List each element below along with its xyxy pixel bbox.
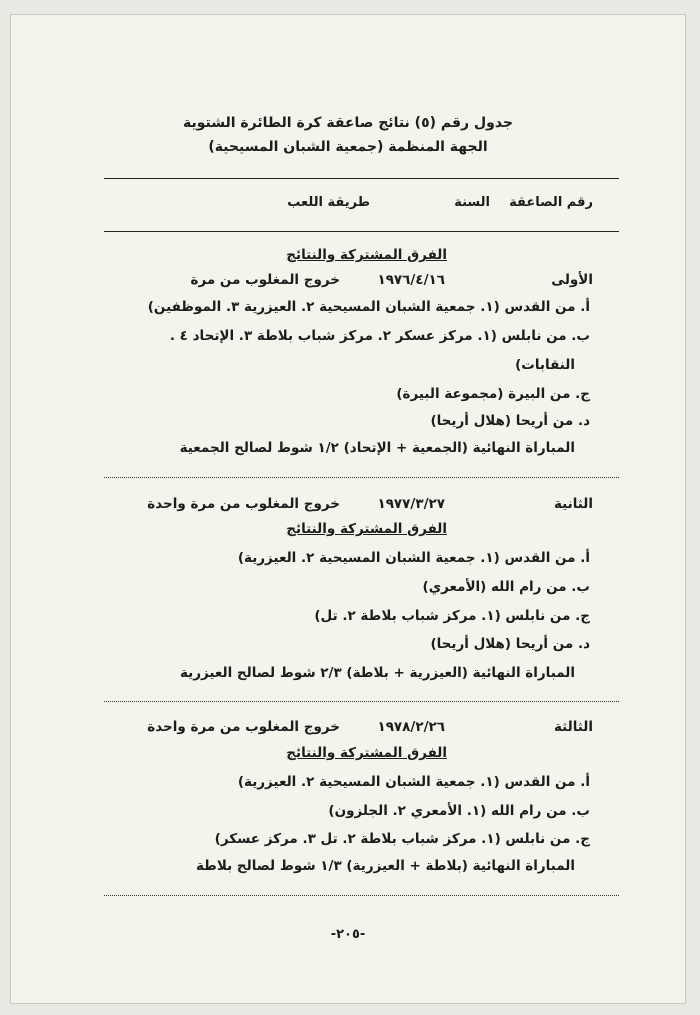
section-2-number: الثانية [553,496,593,512]
section-1-line-3: النقابات) [515,357,575,373]
header-number: رقم الصاعقة [509,195,593,210]
section-3-date: ١٩٧٨/٢/٢٦ [377,719,445,735]
section-2-line-2: ب. من رام الله (الأمعري) [422,579,590,595]
section-3-method: خروج المغلوب من مرة واحدة [147,719,340,735]
section-2-line-1: أ. من القدس (١. جمعية الشبان المسيحية ٢. العيزرية) [237,550,590,566]
section-3-line-2: ب. من رام الله (١. الأمعري ٢. الجلزون) [328,803,590,819]
section-2-date: ١٩٧٧/٣/٢٧ [377,496,445,512]
section-3-line-1: أ. من القدس (١. جمعية الشبان المسيحية ٢. العيزرية) [237,774,590,790]
section-2-method: خروج المغلوب من مرة واحدة [147,496,340,512]
page-number: -٢٠٥- [330,927,366,942]
section-1-method: خروج المغلوب من مرة [190,272,340,288]
section-2-final: المباراة النهائية (العيزرية + بلاطة) ٢/٣ شوط لصالح العيزرية [179,665,575,681]
section-2-line-3: ج. من نابلس (١. مركز شباب بلاطة ٢. تل) [314,608,590,624]
table-title: جدول رقم (٥) نتائج صاعقة كرة الطائرة الشتوية [182,115,514,131]
header-rule-bottom [104,231,619,232]
header-method: طريقة اللعب [287,195,370,210]
section-1-line-1: أ. من القدس (١. جمعية الشبان المسيحية ٢. العيزرية ٣. الموظفين) [147,299,590,315]
section-1-number: الأولى [551,272,593,288]
section-2-teams-heading: الفرق المشتركة والنتائج [286,521,447,537]
section-1-divider [104,477,619,478]
section-2-divider [104,701,619,702]
document-page [10,14,686,1004]
header-rule-top [104,178,619,179]
section-3-divider [104,895,619,896]
section-3-final: المباراة النهائية (بلاطة + العيزرية) ١/٣ شوط لصالح بلاطة [195,858,575,874]
section-3-number: الثالثة [553,719,593,735]
section-1-line-5: د. من أريحا (هلال أريحا) [430,413,590,429]
section-2-line-4: د. من أريحا (هلال أريحا) [430,636,590,652]
section-1-date: ١٩٧٦/٤/١٦ [377,272,445,288]
section-1-line-2: ب. من نابلس (١. مركز عسكر ٢. مركز شباب بلاطة ٣. الإتحاد ٤ . [169,328,590,344]
section-1-teams-heading: الفرق المشتركة والنتائج [286,247,447,263]
section-1-final: المباراة النهائية (الجمعية + الإتحاد) ١/٢ شوط لصالح الجمعية [179,440,575,456]
table-subtitle: الجهة المنظمة (جمعية الشبان المسيحية) [208,139,488,155]
section-3-line-3: ج. من نابلس (١. مركز شباب بلاطة ٢. تل ٣. مركز عسكر) [214,831,590,847]
section-3-teams-heading: الفرق المشتركة والنتائج [286,745,447,761]
section-1-line-4: ج. من البيرة (مجموعة البيرة) [396,386,590,402]
header-year: السنة [454,195,490,210]
